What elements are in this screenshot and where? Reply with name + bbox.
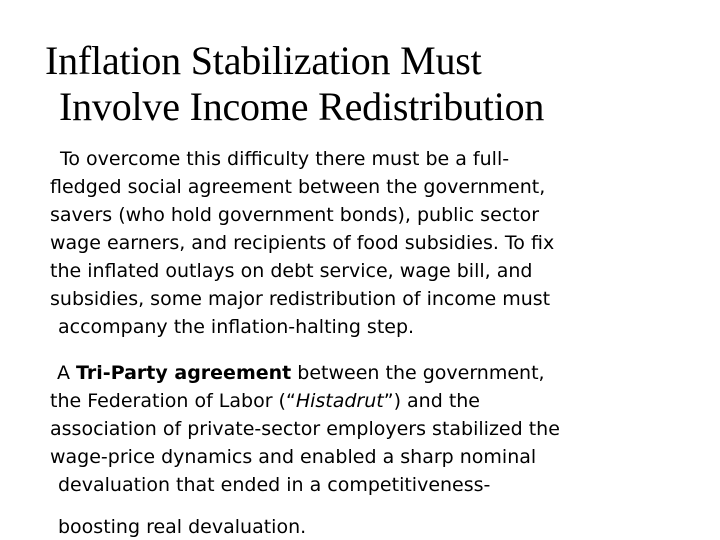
- para2-line-5: devaluation that ended in a competitiveness-: [58, 474, 491, 496]
- histadrut-italic: Histadrut: [295, 390, 384, 412]
- para2-line-4: wage-price dynamics and enabled a sharp nominal: [50, 446, 537, 468]
- para1-line-1: To overcome this difficulty there must be a full-: [60, 148, 510, 170]
- para1-line-5: the inflated outlays on debt service, wage bill, and: [50, 260, 533, 282]
- para2-line-1-prefix: A: [57, 362, 77, 384]
- para1-line-6: subsidies, some major redistribution of income must: [50, 288, 551, 310]
- para1-line-7: accompany the inflation-halting step.: [58, 316, 415, 338]
- tri-party-agreement-bold: Tri-Party agreement: [76, 362, 292, 384]
- para2-line-1-suffix: between the government,: [291, 362, 545, 384]
- slide-title-line-1: Inflation Stabilization Must: [45, 38, 482, 83]
- para1-line-3: savers (who hold government bonds), public sector: [50, 204, 540, 226]
- para1-line-2: fledged social agreement between the government,: [50, 176, 546, 198]
- para2-line-2-suffix: ”) and the: [383, 390, 480, 412]
- slide-title-line-2: Involve Income Redistribution: [59, 84, 545, 129]
- para2-line-2-prefix: the Federation of Labor (“: [50, 390, 296, 412]
- para2-line-3: association of private-sector employers stabilized the: [50, 418, 560, 440]
- para2-line-2: [50, 388, 480, 415]
- para1-line-4: wage earners, and recipients of food subsidies. To fix: [50, 232, 555, 254]
- para2-line-6: boosting real devaluation.: [58, 516, 307, 538]
- para2-line-1: [57, 360, 545, 387]
